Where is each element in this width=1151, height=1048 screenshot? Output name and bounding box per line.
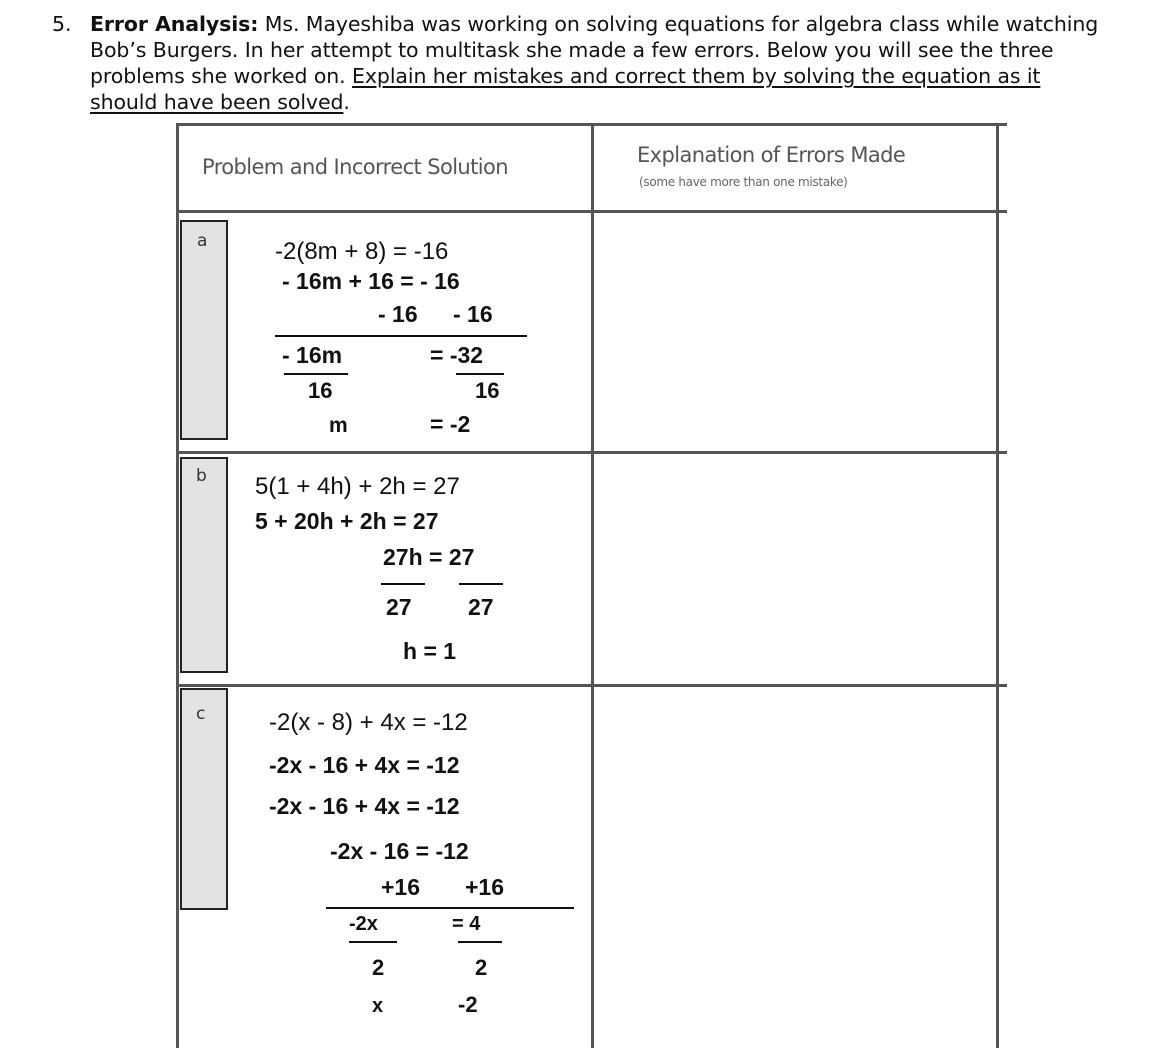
question-line-1: [90, 11, 1098, 37]
problem-label-a: a: [197, 231, 208, 251]
question-text-3: problems she worked on.: [90, 64, 353, 88]
problem-c-line-8-right: -2: [458, 992, 478, 1017]
problem-c-fraction-bar-left: [349, 941, 397, 943]
problem-c-line-4: -2x - 16 = -12: [330, 838, 469, 864]
explanation-cell-c[interactable]: [594, 687, 996, 1048]
problem-c-line-7-left: 2: [372, 955, 385, 980]
problem-b-line-4-right: 27: [468, 594, 494, 620]
problem-c-line-5-right: +16: [465, 874, 505, 900]
problem-label-b: b: [196, 466, 207, 486]
problem-a-line-4-left: - 16m: [282, 342, 343, 368]
problem-c-line-6-left: -2x: [349, 913, 378, 935]
label-box-b: [180, 457, 228, 673]
problem-a-line-3-left: - 16: [378, 301, 418, 327]
problem-c-line-3: -2x - 16 + 4x = -12: [269, 793, 460, 819]
problem-a-line-1: -2(8m + 8) = -16: [275, 238, 449, 265]
header-explanation: Explanation of Errors Made: [637, 143, 906, 167]
problem-label-c: c: [196, 704, 206, 724]
problem-a-line-6-left: m: [329, 414, 348, 437]
header-problem: Problem and Incorrect Solution: [202, 155, 508, 179]
explanation-cell-a[interactable]: [594, 213, 996, 451]
problem-c-line-8-left: x: [372, 995, 384, 1017]
problem-c-line-7-right: 2: [475, 955, 488, 980]
problem-a-fraction-bar-right: [456, 373, 504, 375]
question-text-1: Ms. Mayeshiba was working on solving equations for algebra class while watching: [264, 12, 1099, 36]
question-number: 5.: [52, 12, 72, 36]
explanation-cell-b[interactable]: [594, 454, 996, 684]
question-title: Error Analysis:: [90, 12, 259, 36]
header-note: (some have more than one mistake): [639, 175, 848, 189]
problem-a-line-3-right: - 16: [453, 301, 493, 327]
problem-c-line-6-right: = 4: [452, 913, 481, 935]
problem-a-line-5-left: 16: [308, 378, 333, 403]
question-line-2: Bob’s Burgers. In her attempt to multitask she made a few errors. Below you will see the three: [90, 38, 1054, 62]
problem-b-fraction-bar-right: [459, 583, 503, 585]
problem-c-fraction-bar-right: [458, 941, 502, 943]
problem-b-line-5: h = 1: [403, 638, 457, 664]
problem-c-rule: [326, 907, 574, 909]
problem-c-line-2: -2x - 16 + 4x = -12: [269, 752, 460, 778]
label-box-a: [180, 220, 228, 440]
problem-a-fraction-bar-left: [284, 373, 348, 375]
problem-b-line-1: 5(1 + 4h) + 2h = 27: [255, 473, 460, 500]
instruction-underlined-2: should have been solved: [90, 90, 344, 114]
problem-a-rule: [275, 335, 527, 337]
question-line-3: [90, 63, 1040, 89]
problem-c-line-1: -2(x - 8) + 4x = -12: [269, 709, 468, 736]
problem-b-line-2: 5 + 20h + 2h = 27: [255, 508, 439, 534]
question-line-4: [90, 89, 350, 115]
problem-b-line-4-left: 27: [386, 594, 412, 620]
question-end: .: [343, 90, 350, 114]
problem-b-fraction-bar-left: [381, 583, 425, 585]
problem-a-line-5-right: 16: [475, 378, 500, 403]
table-left-border: [176, 123, 179, 1048]
problem-a-line-6-right: = -2: [430, 411, 471, 437]
table-right-border: [996, 123, 999, 1048]
problem-b-line-3: 27h = 27: [383, 544, 475, 570]
problem-a-line-2: - 16m + 16 = - 16: [282, 268, 460, 294]
instruction-underlined-1: Explain her mistakes and correct them by solving the equation as it: [352, 64, 1041, 88]
problem-a-line-4-right: = -32: [430, 342, 484, 368]
problem-c-line-5-left: +16: [381, 874, 421, 900]
